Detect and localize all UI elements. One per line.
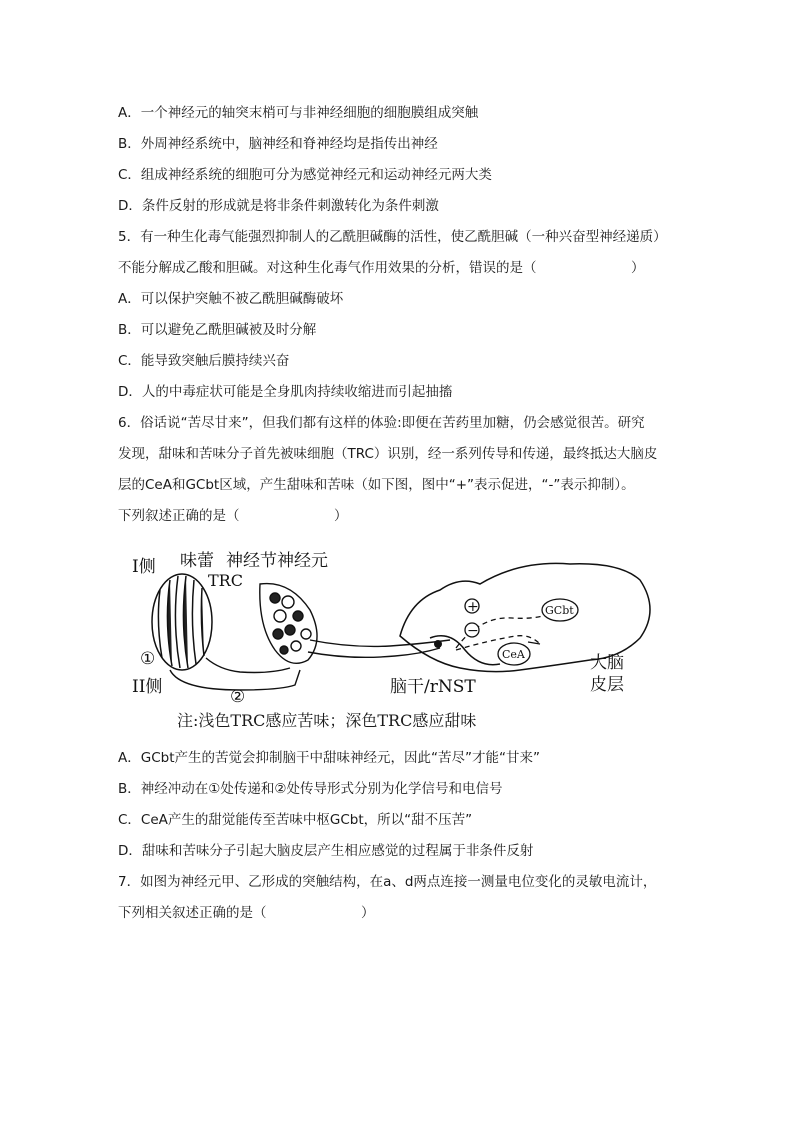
q6-option-a: A．GCbt产生的苦觉会抑制脑干中甜味神经元，因此“苦尽”才能“甘来” <box>118 750 540 766</box>
q4-option-a: A．一个神经元的轴突末梢可与非神经细胞的细胞膜组成突触 <box>118 105 479 121</box>
q6-option-c: C．CeA产生的甜觉能传至苦味中枢GCbt，所以“甜不压苦” <box>118 812 473 828</box>
q5-option-c: C．能导致突触后膜持续兴奋 <box>118 353 290 369</box>
side-2-label: II侧 <box>132 677 163 697</box>
ganglion-neuron-label: 神经节神经元 <box>226 551 328 571</box>
q6-stem-line2: 发现，甜味和苦味分子首先被味细胞（TRC）识别，经一系列传导和传递，最终抵达大脑皮 <box>118 446 658 462</box>
marker-2-label: ② <box>230 687 246 707</box>
q6-option-b: B．神经冲动在①处传递和②处传导形式分别为化学信号和电信号 <box>118 781 503 797</box>
side-1-label: I侧 <box>132 557 156 577</box>
q7-stem-line1: 7．如图为神经元甲、乙形成的突触结构，在a、d两点连接一测量电位变化的灵敏电流计， <box>118 874 657 890</box>
trc-label: TRC <box>208 571 243 590</box>
q4-option-b: B．外周神经系统中，脑神经和脊神经均是指传出神经 <box>118 136 438 152</box>
figure-caption: 注:浅色TRC感应苦味；深色TRC感应甜味 <box>177 711 477 730</box>
q5-option-d: D．人的中毒症状可能是全身肌肉持续收缩进而引起抽搐 <box>118 384 453 400</box>
plus-label: + <box>467 599 479 615</box>
q5-option-a: A．可以保护突触不被乙酰胆碱酶破坏 <box>118 291 344 307</box>
q6-stem-line1: 6．俗话说“苦尽甘来”，但我们都有这样的体验:即便在苦药里加糖，仍会感觉很苦。研究 <box>118 415 645 431</box>
brainstem-dot-shape <box>434 640 442 648</box>
q6-option-d: D．甜味和苦味分子引起大脑皮层产生相应感觉的过程属于非条件反射 <box>118 843 534 859</box>
marker-1-label: ① <box>140 649 156 669</box>
q5-stem-line2: 不能分解成乙酸和胆碱。对这种生化毒气作用效果的分析，错误的是（ ） <box>118 260 645 276</box>
ganglion-shape <box>260 584 317 664</box>
minus-label: − <box>467 623 479 639</box>
q4-option-c: C．组成神经系统的细胞可分为感觉神经元和运动神经元两大类 <box>118 167 492 183</box>
cortex-label-line2: 皮层 <box>590 675 624 695</box>
q5-option-b: B．可以避免乙酰胆碱被及时分解 <box>118 322 317 338</box>
taste-bud-shape <box>152 574 212 670</box>
q6-stem-line3: 层的CeA和GCbt区域，产生甜味和苦味（如下图，图中“+”表示促进，“-”表示抑制）。 <box>118 477 635 493</box>
q7-stem-line2: 下列相关叙述正确的是（ ） <box>118 905 375 921</box>
cea-label: CeA <box>502 648 525 661</box>
taste-bud-label: 味蕾 <box>180 551 214 571</box>
gcbt-label: GCbt <box>545 604 574 617</box>
cortex-label-line1: 大脑 <box>590 653 624 673</box>
brainstem-label: 脑干/rNST <box>390 677 476 697</box>
q4-option-d: D．条件反射的形成就是将非条件刺激转化为条件刺激 <box>118 198 439 214</box>
q6-stem-line4: 下列叙述正确的是（ ） <box>118 508 348 524</box>
q5-stem-line1: 5．有一种生化毒气能强烈抑制人的乙酰胆碱酶的活性，使乙酰胆碱（一种兴奋型神经递质） <box>118 229 667 245</box>
